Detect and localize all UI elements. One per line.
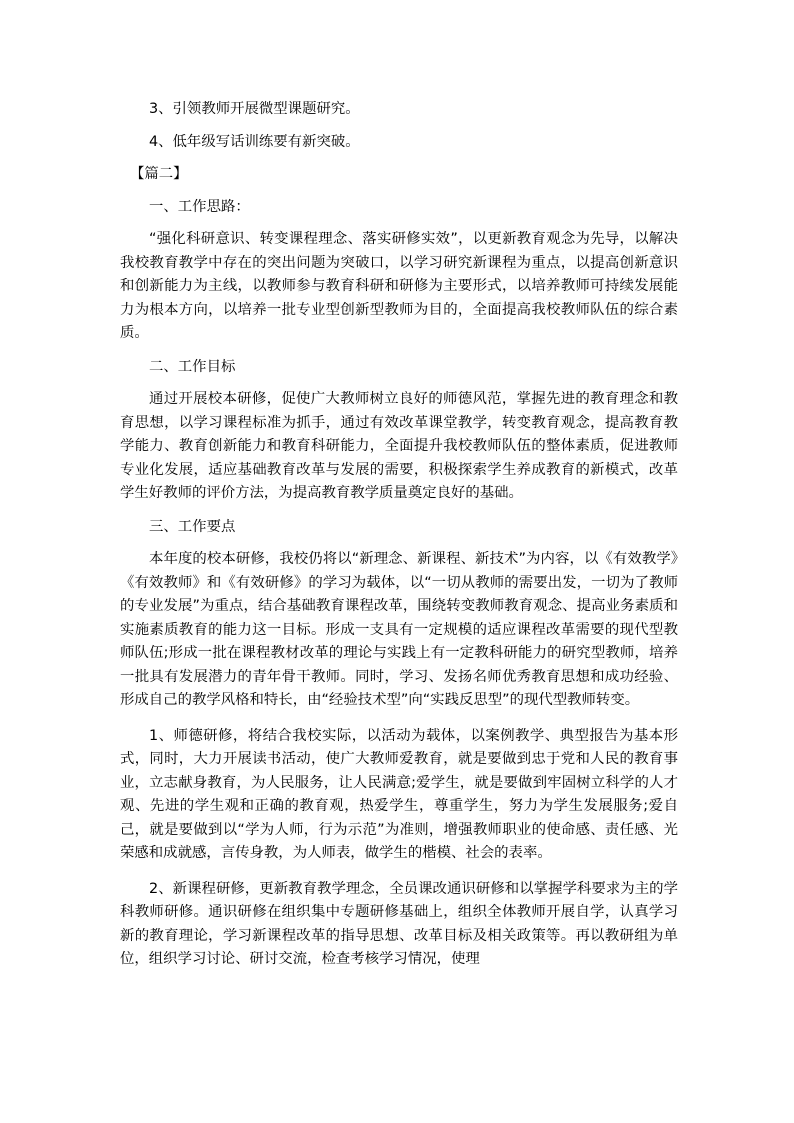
paragraph-new-curriculum: 2、新课程研修，更新教育教学理念，全员课改通识研修和以掌握学科要求为主的学科教师研修。通识研修在组织集中专题研修基础上，组织全体教师开展自学，认真学习新的教育理论，学习新课程改革的指导思想、改革目标及相关政策等。再以教研组为单位，组织学习讨论、研讨交流，检查考核学习情况，使理 (120, 880, 678, 967)
heading-work-goals: 二、工作目标 (149, 358, 236, 375)
paragraph-ethics-training: 1、师德研修，将结合我校实际，以活动为载体，以案例教学、典型报告为基本形式，同时，大力开展读书活动，使广大教师爱教育，就是要做到忠于党和人民的教育事业，立志献身教育，为人民服务，让人民满意;爱学生，就是要做到牢固树立科学的人才观、先进的学生观和正确的教育观，热爱学生，尊重学生，努力为学生发展服务;爱自己，就是要做到以“学为人师，行为示范”为准则，增强教师职业的使命感、责任感、光荣感和成就感，言传身教，为人师表，做学生的楷模、社会的表率。 (120, 727, 678, 861)
heading-work-points: 三、工作要点 (149, 518, 236, 535)
paragraph-work-ideas: “强化科研意识、转变课程理念、落实研修实效”，以更新教育观念为先导，以解决我校教育教学中存在的突出问题为突破口，以学习研究新课程为重点，以提高创新意识和创新能力为主线，以教师参与教育科研和研修为主要形式，以培养教师可持续发展能力为根本方向，以培养一批专业型创新型教师为目的，全面提高我校教师队伍的综合素质。 (120, 231, 678, 341)
section-heading: 【篇二】 (130, 166, 188, 182)
paragraph-work-points: 本年度的校本研修，我校仍将以“新理念、新课程、新技术”为内容，以《有效教学》《有效教师》和《有效研修》的学习为载体，以“一切从教师的需要出发，一切为了教师的专业发展”为重点，结合基础教育课程改革，围绕转变教师教育观念、提高业务素质和实施素质教育的能力这一目标。形成一支具有一定规模的适应课程改革需要的现代型教师队伍;形成一批在课程教材改革的理论与实践上有一定教科研能力的研究型教师，培养一批具有发展潜力的青年骨干教师。同时，学习、发扬名师优秀教育思想和成功经验、形成自己的教学风格和特长，由“经验技术型”向“实践反思型”的现代型教师转变。 (120, 551, 678, 708)
heading-work-ideas: 一、工作思路： (149, 198, 250, 215)
list-item-3: 3、引领教师开展微型课题研究。 (149, 101, 360, 117)
list-item-4: 4、低年级写话训练要有新突破。 (149, 133, 360, 150)
document-body (120, 98, 678, 982)
paragraph-work-goals: 通过开展校本研修，促使广大教师树立良好的师德风范，掌握先进的教育理念和教育思想，以学习课程标准为抓手，通过有效改革课堂教学，转变教育观念，提高教育教学能力、教育创新能力和教育科研能力，全面提升我校教师队伍的整体素质，促进教师专业化发展，适应基础教育改革与发展的需要，积极探索学生养成教育的新模式，改革学生好教师的评价方法，为提高教育教学质量奠定良好的基础。 (120, 391, 678, 501)
